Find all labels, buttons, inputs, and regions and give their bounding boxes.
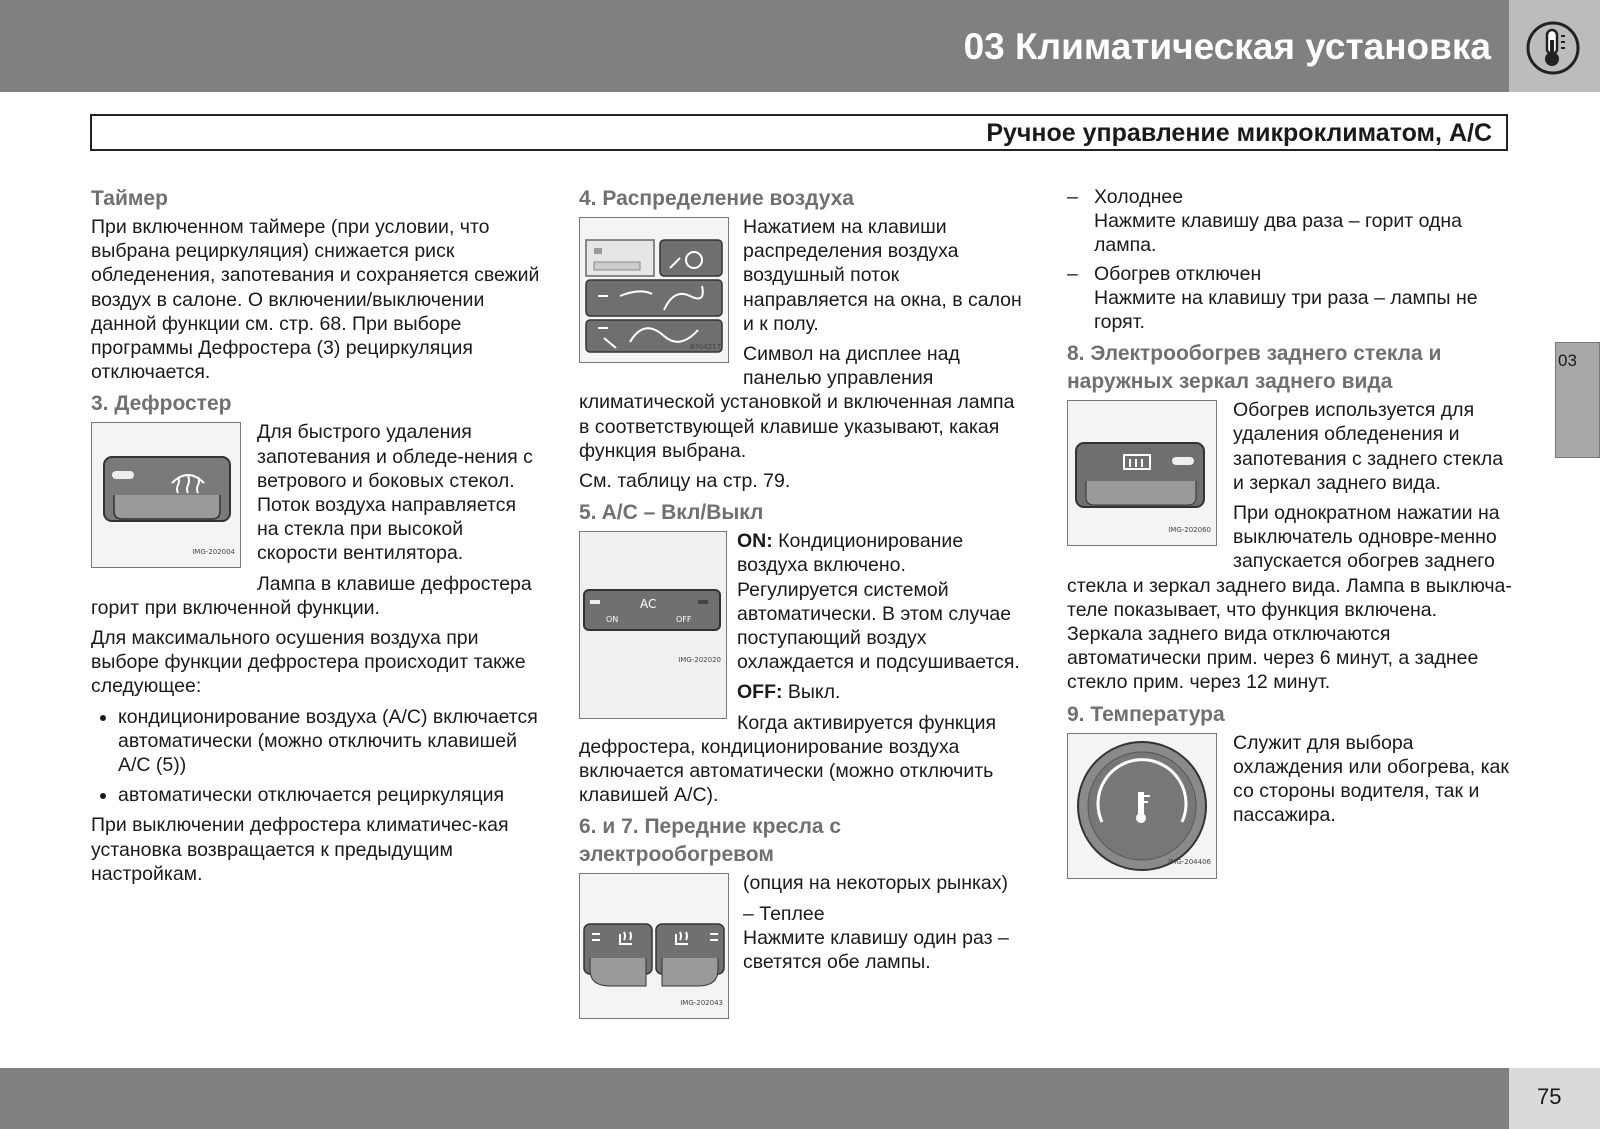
ac-button-label: AC	[640, 597, 657, 612]
section-title-bar	[90, 114, 1508, 151]
list-item: – Обогрев отключен Нажмите на клавишу три раза – лампы не горят.	[1067, 262, 1517, 335]
rear-heating-illustration	[1067, 400, 1217, 546]
ac-illustration	[579, 531, 727, 719]
timer-heading: Таймер	[91, 187, 168, 210]
footer-bar	[0, 1068, 1509, 1129]
air-distribution-illustration	[579, 217, 729, 363]
chapter-side-tab	[1555, 342, 1600, 458]
temperature-text: Служит для выбора охлаждения или обогрева, как со стороны водителя, так и пассажира.	[1233, 731, 1509, 827]
rear-text-1: Обогрев используется для удаления обледенения и запотевания с заднего стекла и зеркал заднего вида.	[1233, 399, 1504, 494]
ac-on-text: Кондиционирование воздуха включено. Регулируется системой автоматически. В этом случае поступающий воздух охлаждается и подсушивается.	[737, 530, 1020, 674]
seats-text-1: (опция на некоторых рынках)	[743, 872, 1009, 895]
ac-on-term: ON:	[737, 530, 773, 553]
timer-text: При включенном таймере (при условии, что выбрана рециркуляция) снижается риск обледенения, запотевания и сохраняется свежий воздух в салоне. О включении/выключении данной функции см. стр. 68. При выборе программы Дефростера (3) рециркуляция отключается.	[91, 216, 540, 384]
defroster-text-3: Для максимального осушения воздуха при выборе функции дефростера происходит также следующее:	[91, 627, 526, 698]
seats-text-2: – Теплее	[743, 902, 825, 925]
temperature-knob-illustration	[1067, 733, 1217, 879]
image-id: IMG-202060	[1168, 526, 1211, 535]
ac-on-label: ON	[606, 615, 619, 625]
air-text-2: Символ на дисплее над панелью управления климатической установкой и включенная лампа в соответствующей клавише указывают, какая функция выбрана.	[579, 343, 1015, 462]
list-item: – Холоднее Нажмите клавишу два раза – горит одна лампа.	[1067, 185, 1517, 258]
image-id: IMG-204406	[1168, 858, 1211, 867]
cooler-text: Нажмите клавишу два раза – горит одна лампа.	[1094, 210, 1463, 257]
image-id: 8704217j	[689, 342, 723, 351]
heating-off-title: Обогрев отключен	[1094, 262, 1262, 285]
defroster-illustration	[91, 422, 241, 568]
ac-heading: 5. A/C – Вкл/Выкл	[579, 501, 764, 525]
defroster-text-2: Лампа в клавише дефростера горит при включенной функции.	[91, 572, 532, 619]
thermometer-icon	[1509, 0, 1600, 92]
image-id: IMG-202043	[680, 999, 723, 1008]
ac-off-text: Выкл.	[787, 681, 841, 704]
seats-heading: 6. и 7. Передние кресла с электрообогревом	[579, 815, 842, 867]
chapter-title: 03 Климатическая установка	[963, 26, 1491, 67]
defroster-text-1: Для быстрого удаления запотевания и обледе-нения с ветрового и боковых стекол. Поток воздуха направляется на стекла при высокой скорости вентилятора.	[257, 421, 533, 565]
air-text-3: См. таблицу на стр. 79.	[579, 470, 791, 493]
cooler-title: Холоднее	[1094, 186, 1184, 208]
chapter-icon-box	[1509, 0, 1600, 92]
ac-off-term: OFF:	[737, 681, 783, 704]
rear-heating-heading: 8. Электрообогрев заднего стекла и наружных зеркал заднего вида	[1067, 342, 1442, 394]
rear-text-2: При однократном нажатии на выключатель одновре-менно запускается обогрев заднего стекла и зеркал заднего вида. Лампа в выключа-теле показывает, что функция включена. Зеркала заднего вида отключаются автоматически прим. через 6 минут, а заднее стекло прим. через 12 минут.	[1067, 502, 1512, 694]
ac-off-label: OFF	[676, 615, 692, 625]
side-tab-label: 03	[1558, 351, 1577, 370]
page-number-box	[1509, 1068, 1600, 1129]
column-3	[1067, 185, 1517, 883]
list-item: • автоматически отключается рециркуляция	[118, 783, 541, 807]
page-number: 75	[1537, 1084, 1562, 1109]
chapter-header	[0, 0, 1509, 92]
heating-off-text: Нажмите на клавишу три раза – лампы не горят.	[1094, 286, 1478, 334]
air-distribution-heading: 4. Распределение воздуха	[579, 187, 854, 210]
defroster-heading: 3. Дефростер	[91, 392, 232, 416]
ac-text-3: Когда активируется функция дефростера, кондиционирование воздуха включается автоматически (можно отключить клавишей A/C).	[579, 711, 997, 807]
defroster-list	[91, 705, 541, 808]
column-2	[579, 185, 1029, 1023]
temperature-heading: 9. Температура	[1067, 702, 1225, 726]
column-1	[91, 185, 541, 892]
heated-seats-illustration	[579, 873, 729, 1019]
list-item: • кондиционирование воздуха (A/C) включается автоматически (можно отключить клавишей A/C (5))	[118, 705, 541, 778]
image-id: IMG-202020	[678, 656, 721, 665]
image-id: IMG-202004	[192, 548, 235, 557]
air-text-1: Нажатием на клавиши распределения воздуха воздушный поток направляется на окна, в салон и к полу.	[743, 216, 1022, 335]
section-title: Ручное управление микроклиматом, A/C	[986, 119, 1492, 147]
defroster-text-4: При выключении дефростера климатичес-кая установка возвращается к предыдущим настройкам.	[91, 814, 509, 885]
seats-text-3: Нажмите клавишу один раз – светятся обе лампы.	[743, 926, 1009, 974]
